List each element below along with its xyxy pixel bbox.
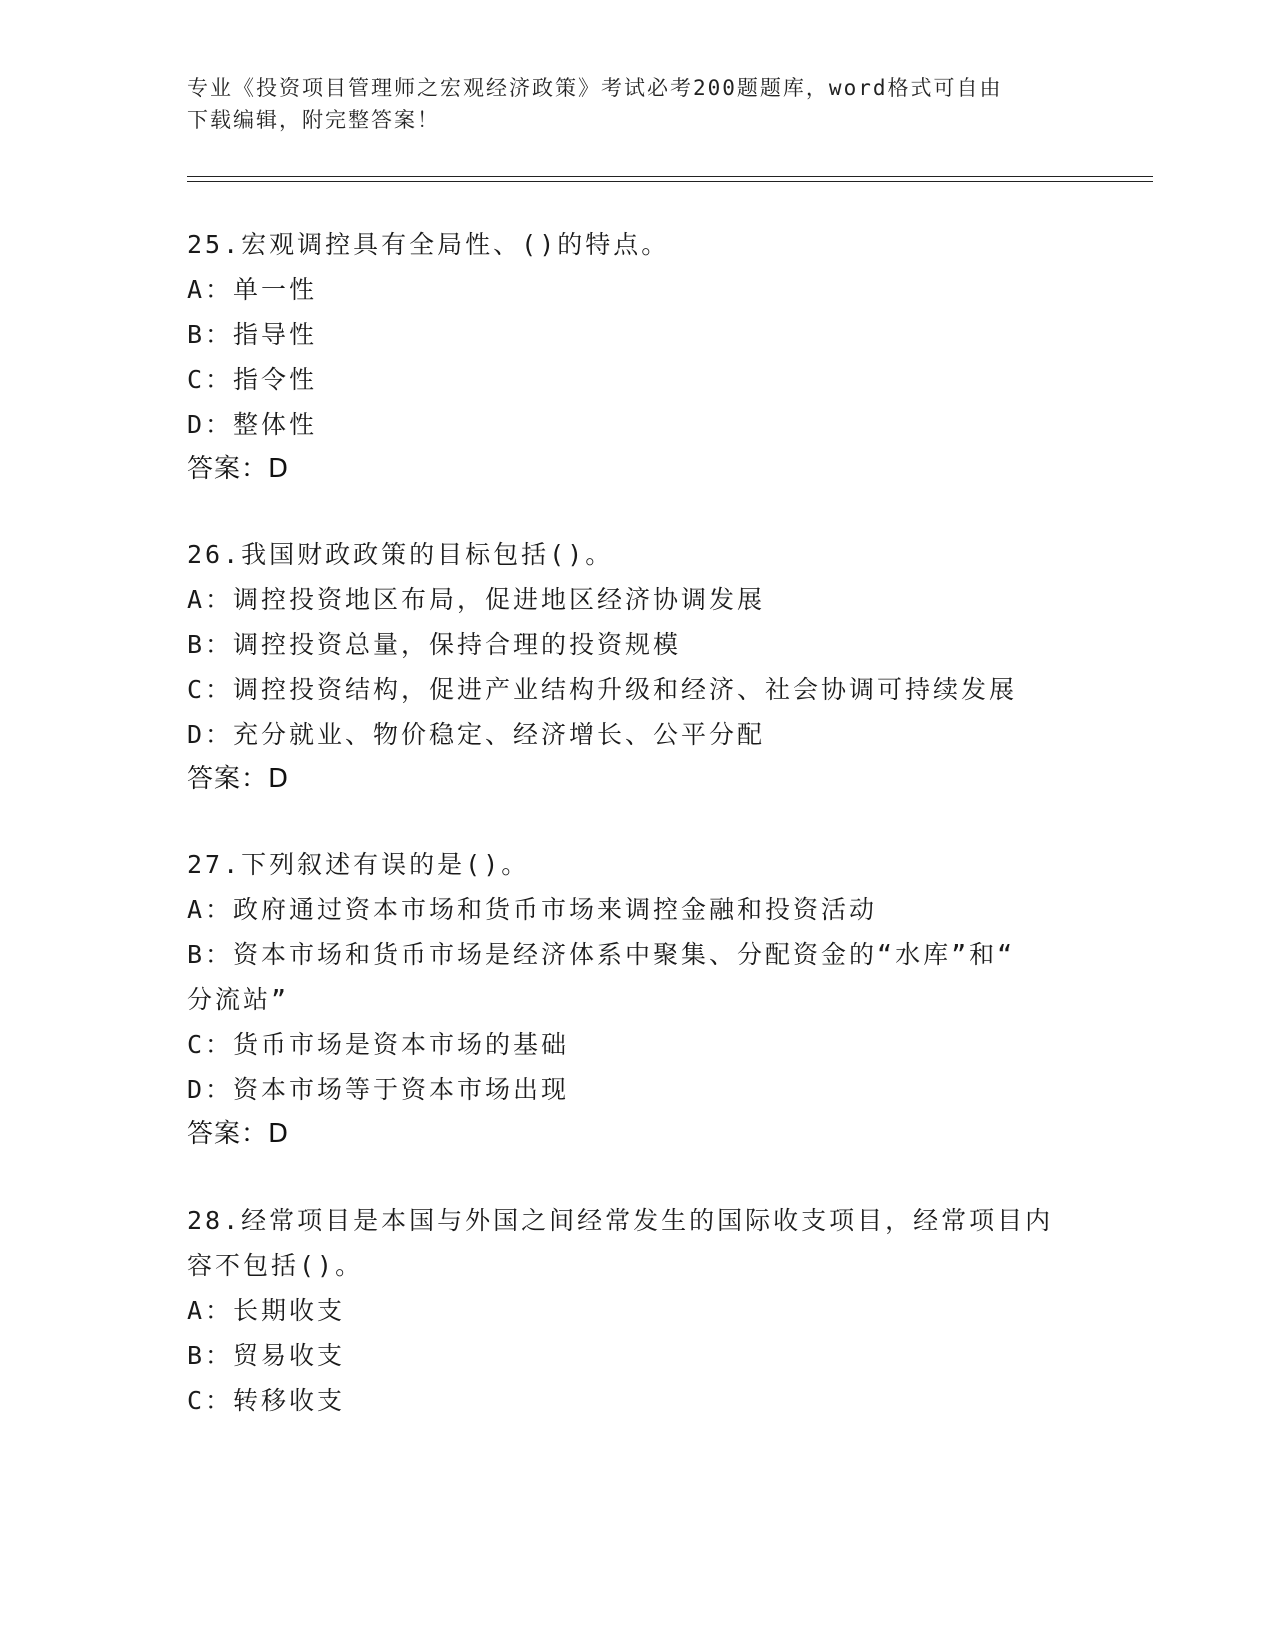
option-c: C：转移收支 — [187, 1386, 346, 1415]
question-26 — [187, 532, 1087, 802]
option-b: B：贸易收支 — [187, 1341, 346, 1370]
question-stem: 27.下列叙述有误的是()。 — [187, 850, 530, 879]
option-b-continued: 分流站” — [187, 985, 290, 1014]
option-d: D：资本市场等于资本市场出现 — [187, 1075, 570, 1104]
question-stem-line-1: 28.经常项目是本国与外国之间经常发生的国际收支项目，经常项目内 — [187, 1206, 1054, 1235]
option-a: A：调控投资地区布局，促进地区经济协调发展 — [187, 585, 766, 614]
header-divider — [187, 176, 1153, 182]
answer: 答案：D — [187, 1119, 290, 1149]
option-c: C：调控投资结构，促进产业结构升级和经济、社会协调可持续发展 — [187, 675, 1018, 704]
question-stem: 26.我国财政政策的目标包括()。 — [187, 540, 614, 569]
answer: 答案：D — [187, 764, 290, 794]
option-b: B：调控投资总量，保持合理的投资规模 — [187, 630, 682, 659]
option-c: C：货币市场是资本市场的基础 — [187, 1030, 570, 1059]
document-header — [187, 72, 1087, 136]
option-b: B：指导性 — [187, 320, 318, 349]
answer: 答案：D — [187, 454, 290, 484]
question-stem-line-2: 容不包括()。 — [187, 1251, 364, 1280]
option-d: D：整体性 — [187, 410, 318, 439]
option-d: D：充分就业、物价稳定、经济增长、公平分配 — [187, 720, 766, 749]
question-stem: 25.宏观调控具有全局性、()的特点。 — [187, 230, 670, 259]
option-a: A：政府通过资本市场和货币市场来调控金融和投资活动 — [187, 895, 878, 924]
header-line-2: 下载编辑，附完整答案！ — [187, 108, 440, 132]
option-a: A：单一性 — [187, 275, 318, 304]
option-c: C：指令性 — [187, 365, 318, 394]
header-line-1: 专业《投资项目管理师之宏观经济政策》考试必考200题题库，word格式可自由 — [187, 76, 1003, 100]
option-b: B：资本市场和货币市场是经济体系中聚集、分配资金的“水库”和“ — [187, 940, 1016, 969]
question-25 — [187, 222, 1087, 492]
question-27 — [187, 842, 1087, 1157]
option-a: A：长期收支 — [187, 1296, 346, 1325]
question-28 — [187, 1198, 1087, 1423]
